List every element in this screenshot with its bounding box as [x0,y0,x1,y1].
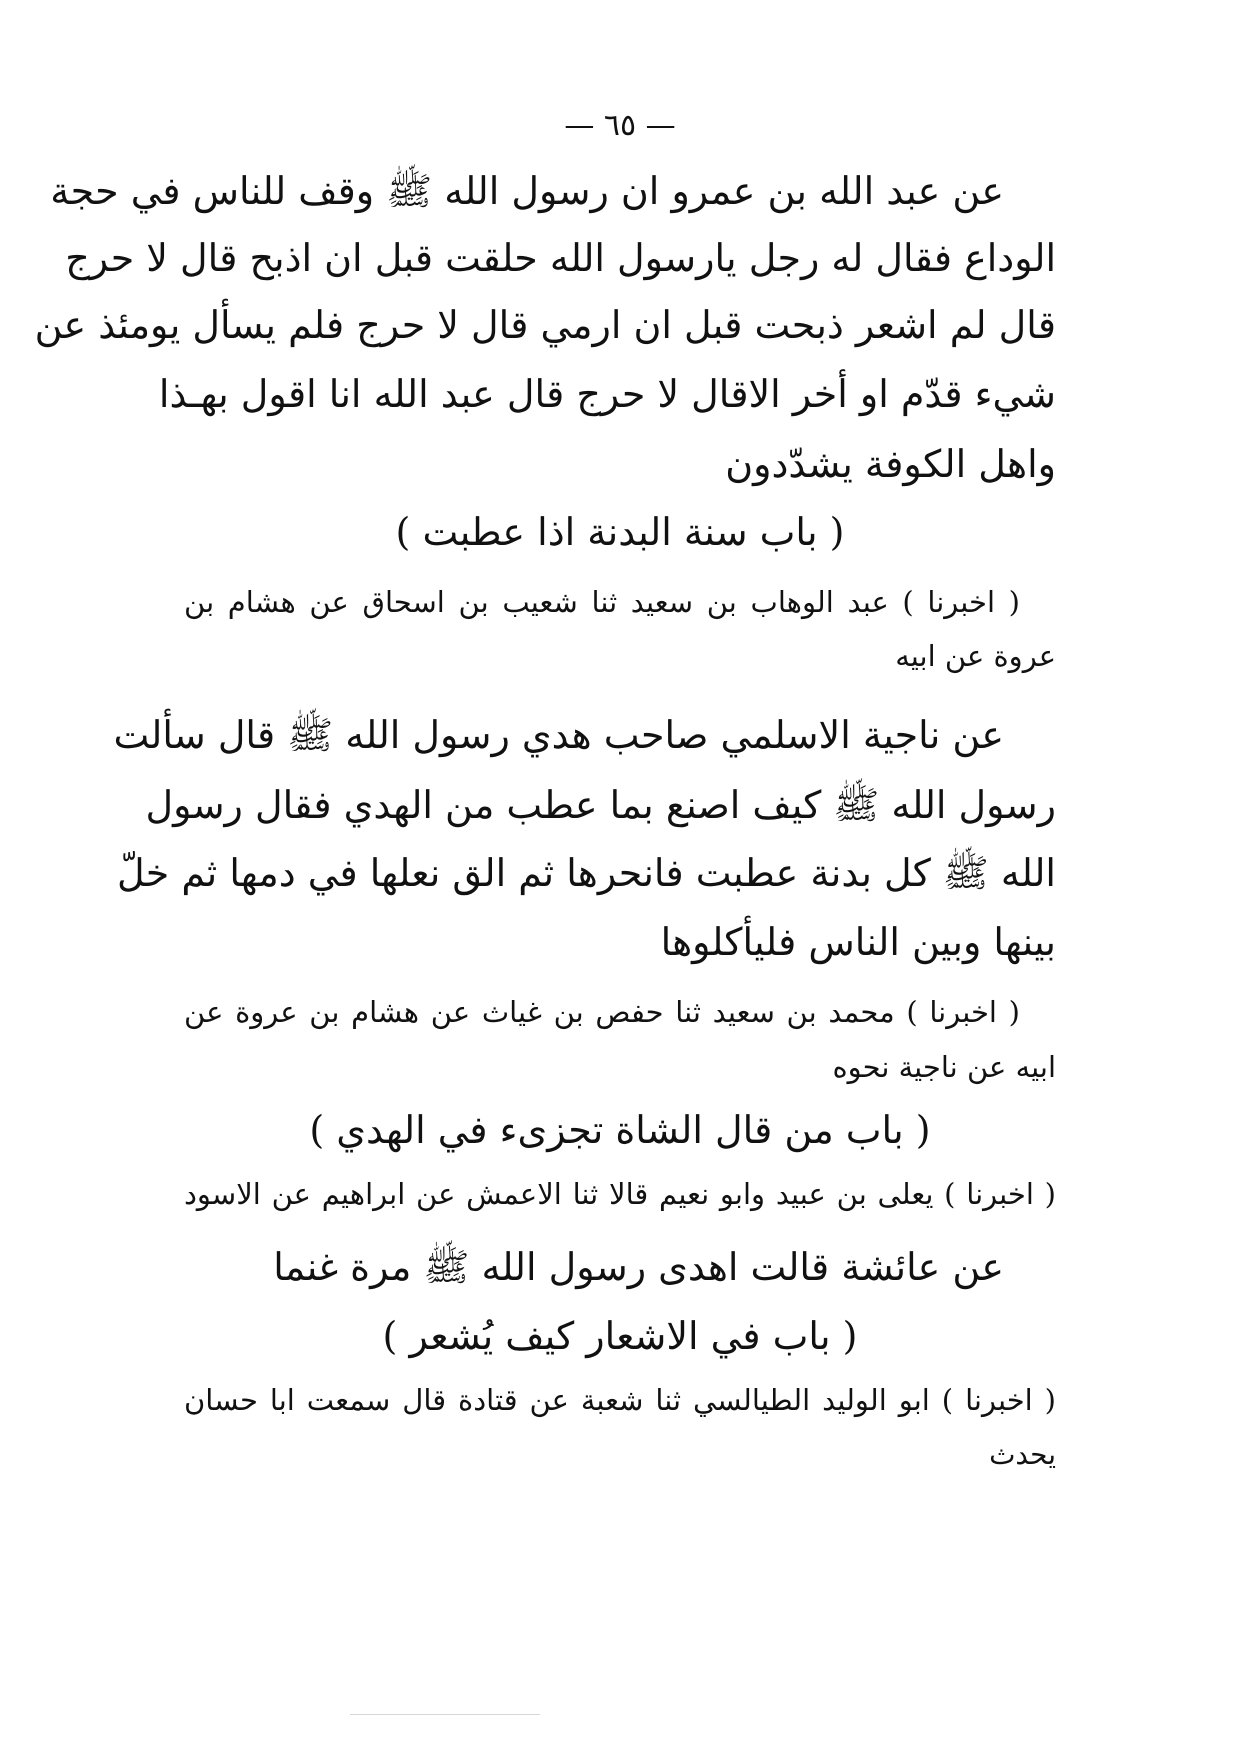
section-heading-2: ( باب من قال الشاة تجزىء في الهدي ) [309,1108,931,1152]
hadith1-line-4: شيء قدّم او أخر الاقال لا حرج قال عبد الله انا اقول بهـذا [158,372,1056,416]
isnad1-line-1: ( اخبرنا ) عبد الوهاب بن سعيد ثنا شعيب بن اسحاق عن هشام بن [184,585,1020,619]
footer-rule [350,1714,540,1715]
isnad4-line-1: ( اخبرنا ) ابو الوليد الطيالسي ثنا شعبة عن قتادة قال سمعت ابا حسان [184,1383,1056,1417]
isnad3-line-1: ( اخبرنا ) يعلى بن عبيد وابو نعيم قالا ثنا الاعمش عن ابراهيم عن الاسود [184,1177,1056,1211]
hadith1-line-5: واهل الكوفة يشدّدون [725,442,1056,486]
hadith1-line-3: قال لم اشعر ذبحت قبل ان ارمي قال لا حرج فلم يسأل يومئذ عن [34,303,1056,347]
section-heading-3: ( باب في الاشعار كيف يُشعر ) [382,1314,858,1358]
isnad2-line-2: ابيه عن ناجية نحوه [832,1050,1056,1084]
isnad2-line-1: ( اخبرنا ) محمد بن سعيد ثنا حفص بن غياث عن هشام بن عروة عن [184,995,1020,1029]
hadith3-line-1: عن عائشة قالت اهدى رسول الله ﷺ مرة غنما [273,1245,1004,1289]
hadith2-line-4: بينها وبين الناس فليأكلوها [660,920,1056,964]
hadith1-line-1: عن عبد الله بن عمرو ان رسول الله ﷺ وقف للناس في حجة [50,169,1004,213]
hadith1-line-2: الوداع فقال له رجل يارسول الله حلقت قبل ان اذبح قال لا حرج [65,236,1056,280]
hadith2-line-2: رسول الله ﷺ كيف اصنع بما عطب من الهدي فقال رسول [145,783,1056,827]
isnad1-line-2: عروة عن ابيه [895,639,1056,673]
page-number: — ٦٥ — [564,108,676,143]
trailing-word: يحدث [989,1438,1056,1471]
hadith2-line-3: الله ﷺ كل بدنة عطبت فانحرها ثم الق نعلها في دمها ثم خلّ [117,851,1056,895]
hadith2-line-1: عن ناجية الاسلمي صاحب هدي رسول الله ﷺ قال سألت [113,713,1004,757]
section-heading-1: ( باب سنة البدنة اذا عطبت ) [395,510,845,554]
